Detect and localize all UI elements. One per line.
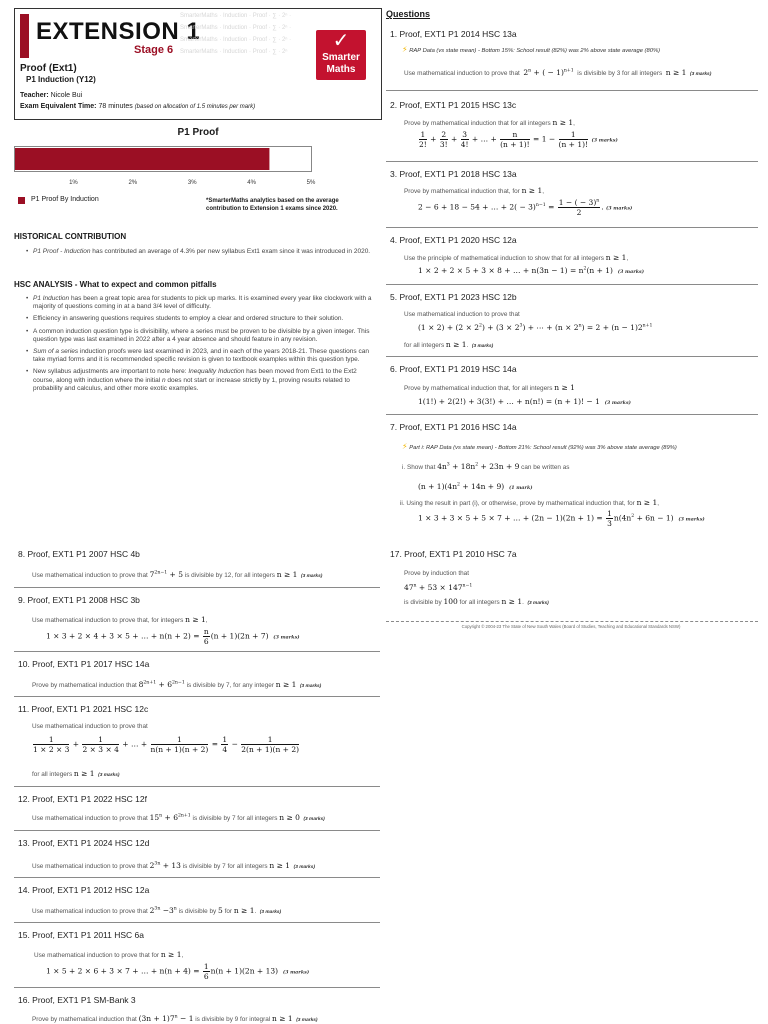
question-12-text: Use mathematical induction to prove that $15^n + 6^{2n+1}$ is divisible by 7 for all integers n ≥ 0 (3 marks) xyxy=(32,813,325,822)
question-11-title: 11. Proof, EXT1 P1 2021 HSC 12c xyxy=(18,704,149,714)
legend-swatch xyxy=(18,197,25,204)
question-5-text: Use mathematical induction to prove that xyxy=(404,311,520,318)
question-9-title: 9. Proof, EXT1 P1 2008 HSC 3b xyxy=(18,595,140,605)
question-7-title: 7. Proof, EXT1 P1 2016 HSC 14a xyxy=(390,422,517,432)
subtopic-title: P1 Induction (Y12) xyxy=(26,75,96,84)
question-11-text2: for all integers n ≥ 1 (3 marks) xyxy=(32,769,120,778)
analysis-bullet: • New syllabus adjustments are important to note here: Inequality Induction has been moved from Ext1 to the Ext2 course, along with induction where the initial n does not start or increase strictly by 1, proving results related to probability and calculus, and other more exotic examples. xyxy=(24,368,378,393)
question-7-part-i-formula: $(n + 1)(4n^2 + 14n + 9)$ (1 mark) xyxy=(418,482,533,491)
question-4-text: Use the principle of mathematical induction to show that for all integers n ≥ 1, xyxy=(404,253,629,262)
question-5-text2: for all integers n ≥ 1. (3 marks) xyxy=(404,340,494,349)
question-14-title: 14. Proof, EXT1 P1 2012 HSC 12a xyxy=(18,885,150,895)
stage-label: Stage 6 xyxy=(134,44,174,56)
exam-time-label: Exam Equivalent Time: xyxy=(20,103,97,110)
question-15-title: 15. Proof, EXT1 P1 2011 HSC 6a xyxy=(18,930,144,940)
question-7-part-i: i. Show that $4n^3 + 18n^2 + 23n + 9$ can be written as xyxy=(402,462,570,471)
question-divider xyxy=(14,922,380,923)
x-tick-label: 3% xyxy=(187,180,197,186)
question-17-formula: $47^n + 53 \times 147^{n-1}$ xyxy=(404,583,473,592)
question-4-title: 4. Proof, EXT1 P1 2020 HSC 12a xyxy=(390,235,517,245)
question-6-text: Prove by mathematical induction that, for all integers n ≥ 1 xyxy=(404,383,575,392)
question-11-text: Use mathematical induction to prove that xyxy=(32,723,148,730)
question-divider xyxy=(386,356,758,357)
historical-bullet: • P1 Proof - Induction has contributed an average of 4.3% per new syllabus Ext1 exam since it was introduced in 2020. xyxy=(24,248,376,256)
question-2-text: Prove by mathematical induction that for all integers n ≥ 1, xyxy=(404,118,575,127)
chart-bar-1 xyxy=(15,148,269,170)
chart-title: P1 Proof xyxy=(177,127,219,138)
question-2-formula: $\frac{1}{2!}$ + $\frac{2}{3!}$ + $\frac{3}{4!}$ + … + $\frac{n}{(n + 1)!}$ = 1 − $\frac{1}{(n + 1)!}$ (3 marks) xyxy=(419,130,618,149)
question-divider xyxy=(14,696,380,697)
question-10-text: Prove by mathematical induction that $8^{2n+1} + 6^{2n-1}$ is divisible by 7, for any integer n ≥ 1 (3 marks) xyxy=(32,680,322,689)
question-12-title: 12. Proof, EXT1 P1 2022 HSC 12f xyxy=(18,794,147,804)
question-divider xyxy=(14,587,380,588)
question-8-title: 8. Proof, EXT1 P1 2007 HSC 4b xyxy=(18,549,140,559)
legend-label: P1 Proof By Induction xyxy=(31,196,99,203)
analysis-bullet: • P1 Induction has been a great topic area for students to pick up marks. It is examined every year like clockwork with a majority of questions coming in at a band 3/4 level of difficulty. xyxy=(24,295,378,311)
topic-title: Proof (Ext1) xyxy=(20,63,77,74)
question-7-rap: ⚡ Part i: RAP Data (vs state mean) - Bottom 21%: School result (92%) was 3% above state average (89%) xyxy=(402,442,677,451)
question-14-text: Use mathematical induction to prove that $2^{3n} -3^n$ is divisible by 5 for n ≥ 1. (3 marks) xyxy=(32,906,282,915)
contribution-chart xyxy=(14,142,382,192)
x-tick-label: 2% xyxy=(128,180,138,186)
question-3-formula: 2 − 6 + 18 − 54 + … + $2( - 3)^{n-1}$ = $\frac{1 - ( - 3)^n}{2}$ . (3 marks) xyxy=(418,198,633,217)
question-divider xyxy=(14,877,380,878)
question-13-text: Use mathematical induction to prove that $2^{3n} + 13$ is divisible by 7 for all integers n ≥ 1 (3 marks) xyxy=(32,861,315,870)
question-3-text: Prove by mathematical induction that, for n ≥ 1, xyxy=(404,186,545,195)
chart-note: *SmarterMaths analytics based on the average contribution to Extension 1 exams since 2020. xyxy=(206,198,339,212)
x-tick-label: 1% xyxy=(69,180,78,186)
header-accent-bar xyxy=(20,14,29,58)
question-5-title: 5. Proof, EXT1 P1 2023 HSC 12b xyxy=(390,292,517,302)
question-16-title: 16. Proof, EXT1 P1 SM-Bank 3 xyxy=(18,995,136,1005)
question-3-title: 3. Proof, EXT1 P1 2018 HSC 13a xyxy=(390,169,517,179)
question-7-part-ii: ii. Using the result in part (i), or otherwise, prove by mathematical induction that, for n ≥ 1, xyxy=(400,498,659,507)
question-divider xyxy=(14,786,380,787)
question-11-formula: $\frac{1}{1 \times 2 \times 3}$ + $\frac{1}{2 \times 3 \times 4}$ + … + $\frac{1}{n(n + 1)(n + 2)}$ = $\frac{1}{4}$ − $\frac{1}{2(n + 1)(n + 2)}$ xyxy=(33,735,300,754)
question-divider xyxy=(386,284,758,285)
question-6-title: 6. Proof, EXT1 P1 2019 HSC 14a xyxy=(390,364,517,374)
logo-text-line2: Maths xyxy=(326,64,356,75)
x-tick-label: 4% xyxy=(247,180,256,186)
question-divider xyxy=(14,987,380,988)
question-divider xyxy=(386,227,758,228)
question-15-text: Use mathematical induction to prove that for n ≥ 1, xyxy=(34,950,184,959)
historical-heading: HISTORICAL CONTRIBUTION xyxy=(14,232,127,241)
analysis-heading: HSC ANALYSIS - What to expect and common pitfalls xyxy=(14,280,217,289)
teacher-name: Nicole Bui xyxy=(50,92,83,99)
question-divider xyxy=(14,651,380,652)
historical-bullets xyxy=(24,248,376,260)
question-divider xyxy=(14,830,380,831)
questions-heading: Questions xyxy=(386,9,431,19)
question-divider xyxy=(386,414,758,415)
question-1-title: 1. Proof, EXT1 P1 2014 HSC 13a xyxy=(390,29,517,39)
question-divider xyxy=(386,90,758,91)
question-4-formula: 1 × 2 + 2 × 5 + 3 × 8 + … + $n(3n - 1) = n^2(n + 1)$ (3 marks) xyxy=(418,266,645,275)
question-13-title: 13. Proof, EXT1 P1 2024 HSC 12d xyxy=(18,838,150,848)
analysis-bullet: • Sum of a series induction proofs were last examined in 2023, and in each of the years 2018-21. These questions can take myriad forms and it is recommended specific revision is given to textbook examples within this question type. xyxy=(24,348,378,364)
question-16-text: Prove by mathematical induction that $(3n + 1)7^n - 1$ is divisible by 9 for integral n ≥ 1 (3 marks) xyxy=(32,1014,318,1023)
lightning-icon: ⚡ xyxy=(402,45,408,54)
question-1-rap: ⚡ RAP Data (vs state mean) - Bottom 15%: School result (82%) was 2% above state average (80%) xyxy=(402,45,661,54)
logo-text-line1: Smarter xyxy=(322,52,360,63)
question-9-formula: 1 × 3 + 2 × 4 + 3 × 5 + … + n(n + 2) = $\frac{n}{6}$ (n + 1)(2n + 7) (3 marks) xyxy=(46,627,300,646)
lightning-icon: ⚡ xyxy=(402,442,408,451)
copyright-notice: Copyright © 2004-23 The State of New South Wales (Board of Studies, Teaching and Educational Standards NSW) xyxy=(461,624,681,629)
exam-time-line xyxy=(20,103,255,110)
question-8-text: Use mathematical induction to prove that $7^{2n-1} + 5$ is divisible by 12, for all integers n ≥ 1 (3 marks) xyxy=(32,570,323,579)
smartermaths-logo xyxy=(316,30,366,80)
x-tick-label: 5% xyxy=(306,180,316,186)
question-15-formula: 1 × 5 + 2 × 6 + 3 × 7 + … + n(n + 4) = $\frac{1}{6}$ n(n + 1)(2n + 13) (3 marks) xyxy=(46,962,310,981)
question-17-title: 17. Proof, EXT1 P1 2010 HSC 7a xyxy=(390,549,517,559)
footer-divider xyxy=(386,621,758,622)
exam-time-value: 78 minutes xyxy=(98,103,133,110)
question-7-part-ii-formula: 1 × 3 + 3 × 5 + 5 × 7 + … + (2n − 1)(2n + 1) = $\frac{1}{3}$ $n(4n^2 + 6n - 1)$ (3 marks) xyxy=(418,509,705,528)
question-10-title: 10. Proof, EXT1 P1 2017 HSC 14a xyxy=(18,659,150,669)
question-divider xyxy=(386,161,758,162)
question-5-formula: $(1 \times 2) + (2 \times 2^2) + (3 \times 2^3)$ + ⋯ + $(n \times 2^n) = 2 + (n - 1)2^{n+1}$ xyxy=(418,323,653,332)
teacher-line xyxy=(20,92,82,99)
question-2-title: 2. Proof, EXT1 P1 2015 HSC 13c xyxy=(390,100,517,110)
question-17-text: Prove by induction that xyxy=(404,570,470,577)
question-17-text2: is divisible by 100 for all integers n ≥ 1. (3 marks) xyxy=(404,597,549,606)
page-title: EXTENSION 1 xyxy=(36,18,201,45)
question-6-formula: 1(1!) + 2(2!) + 3(3!) + … + n(n!) = (n + 1)! − 1 (3 marks) xyxy=(418,397,631,406)
analysis-bullets xyxy=(24,295,378,397)
check-icon: ✓ xyxy=(332,30,350,52)
question-9-text: Use mathematical induction to prove that, for integers n ≥ 1, xyxy=(32,615,208,624)
analysis-bullet: • Efficiency in answering questions requires students to employ a clear and ordered structure to their solution. xyxy=(24,315,378,323)
teacher-label: Teacher: xyxy=(20,92,49,99)
analysis-bullet: • A common induction question type is divisibility, where a series must be proven to be divisible by a given integer. This question type was last examined in 2022 after a 4 year absence and should feature in any revision. xyxy=(24,328,378,344)
exam-time-note: (based on allocation of 1.5 minutes per mark) xyxy=(134,104,256,110)
question-1-text: Use mathematical induction to prove that $2^n$ + ( − 1)$^{n+1}$ is divisible by 3 for all integers n ≥ 1 (3 marks) xyxy=(404,68,712,77)
header-watermark: SmarterMaths · Induction · Proof · ∑ · 2ⁿ · SmarterMaths · Induction · Proof · ∑ · 2ⁿ · SmarterMaths · Induction · Proof · ∑ · 2ⁿ · SmarterMaths · Induction · Proof · ∑ · 2ⁿ xyxy=(180,13,292,55)
